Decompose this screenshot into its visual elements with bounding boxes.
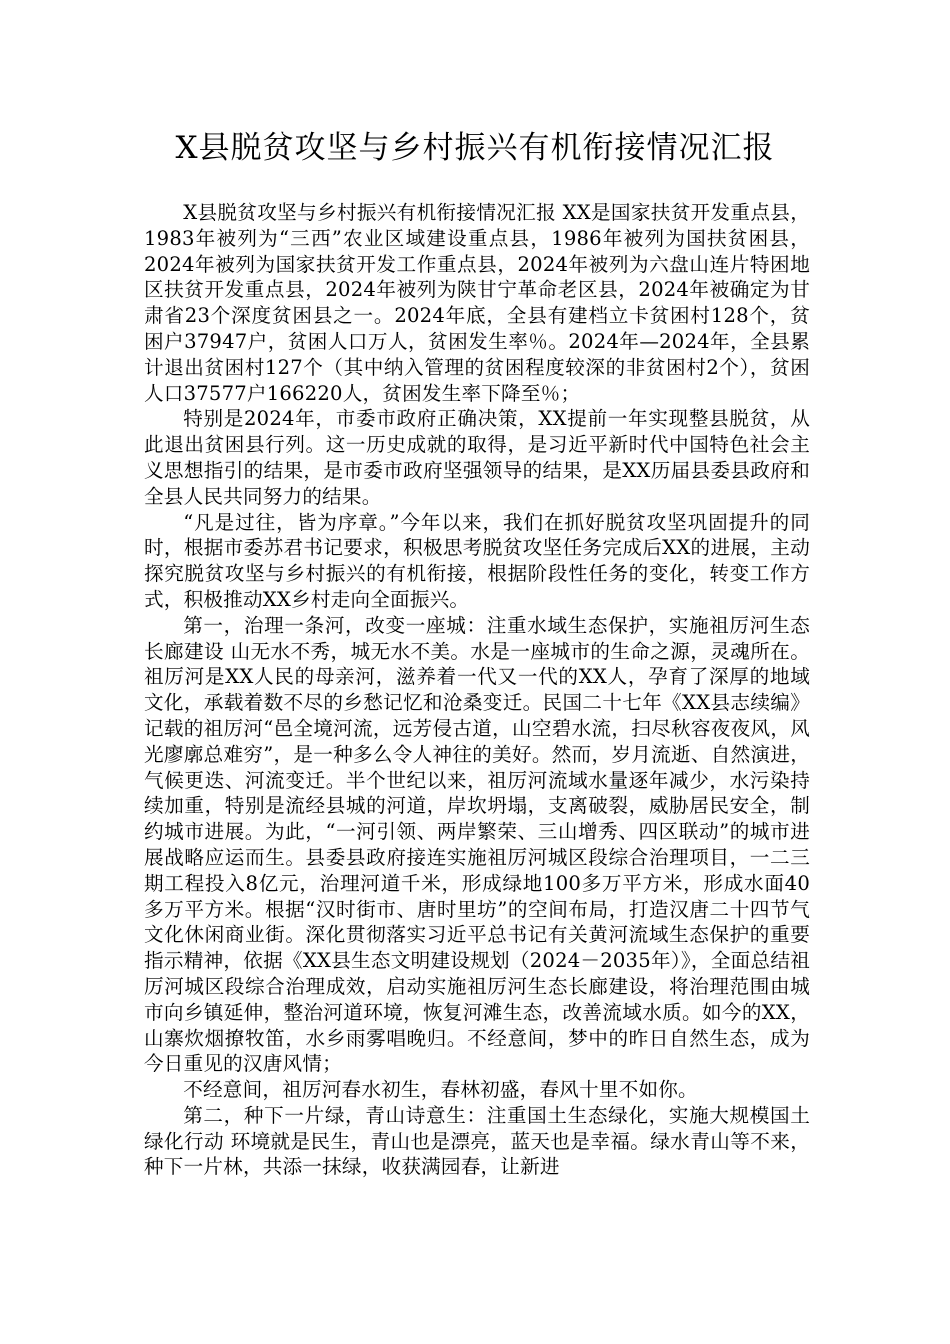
document-title: X县脱贫攻坚与乡村振兴有机衔接情况汇报 <box>175 130 775 166</box>
paragraph-greening: 第二，种下一片绿，青山诗意生：注重国土生态绿化，实施大规模国土绿化行动 环境就是民生，青山也是漂亮，蓝天也是幸福。绿水青山等不来，种下一片林，共添一抹绿，收获满园春，让新进 <box>144 1103 810 1179</box>
paragraph-intro: X县脱贫攻坚与乡村振兴有机衔接情况汇报 XX是国家扶贫开发重点县，1983年被列为“三西”农业区域建设重点县，1986年被列为国扶贫困县，2024年被列为国家扶贫开发工作重点县，2024年被列为六盘山连片特困地区扶贫开发重点县，2024年被列为陕甘宁革命老区县，2024年被确定为甘肃省23个深度贫困县之一。2024年底，全县有建档立卡贫困村128个，贫困户37947户，贫困人口万人，贫困发生率％。2024年—2024年，全县累计退出贫困村127个（其中纳入管理的贫困程度较深的非贫困村2个），贫困人口37577户166220人，贫困发生率下降至％； <box>144 201 810 405</box>
paragraph-prologue: “凡是过往，皆为序章。”今年以来，我们在抓好脱贫攻坚巩固提升的同时，根据市委苏君书记要求，积极思考脱贫攻坚任务完成后XX的进展，主动探究脱贫攻坚与乡村振兴的有机衔接，根据阶段性任务的变化，转变工作方式，积极推动XX乡村走向全面振兴。 <box>144 510 810 611</box>
document-body <box>144 200 810 1180</box>
paragraph-poverty-exit: 特别是2024年，市委市政府正确决策，XX提前一年实现整县脱贫，从此退出贫困县行列。这一历史成就的取得，是习近平新时代中国特色社会主义思想指引的结果，是市委市政府坚强领导的结果，是XX历届县委县政府和全县人民共同努力的结果。 <box>144 407 810 508</box>
paragraph-spring: 不经意间，祖厉河春水初生，春林初盛，春风十里不如你。 <box>183 1078 698 1102</box>
paragraph-river-governance: 第一，治理一条河，改变一座城：注重水域生态保护，实施祖厉河生态长廊建设 山无水不秀，城无水不美。水是一座城市的生命之源，灵魂所在。祖厉河是XX人民的母亲河，滋养着一代又一代的XX人，孕育了深厚的地域文化，承载着数不尽的乡愁记忆和沧桑变迁。民国二十七年《XX县志续编》记载的祖厉河“邑全境河流，远芳侵古道，山空碧水流，扫尽秋容夜夜风，风光廖廓总难穷”，是一种多么令人神往的美好。然而，岁月流逝、自然演进，气候更迭、河流变迁。半个世纪以来，祖厉河流域水量逐年减少，水污染持续加重，特别是流经县城的河道，岸坎坍塌，支离破裂，威胁居民安全，制约城市进展。为此，“一河引领、两岸繁荣、三山增秀、四区联动”的城市进展战略应运而生。县委县政府接连实施祖厉河城区段综合治理项目，一二三期工程投入8亿元，治理河道千米，形成绿地100多万平方米，形成水面40多万平方米。根据“汉时街市、唐时里坊”的空间布局，打造汉唐二十四节气文化休闲商业街。深化贯彻落实习近平总书记有关黄河流域生态保护的重要指示精神，依据《XX县生态文明建设规划（2024－2035年）》，全面总结祖厉河城区段综合治理成效，启动实施祖厉河生态长廊建设，将治理范围由城市向乡镇延伸，整治河道环境，恢复河滩生态，改善流域水质。如今的XX，山寨炊烟撩牧笛，水乡雨雾唱晚归。不经意间，梦中的昨日自然生态，成为今日重见的汉唐风情； <box>144 613 810 1076</box>
